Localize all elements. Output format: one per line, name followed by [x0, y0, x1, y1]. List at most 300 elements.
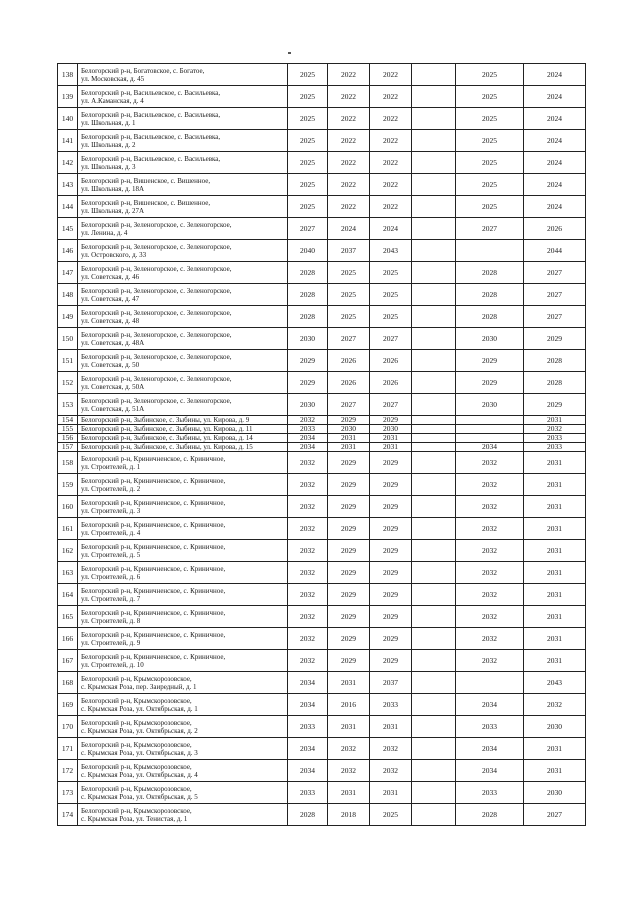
year-cell-y6: 2032 — [524, 425, 586, 434]
table-row — [58, 108, 586, 130]
address-cell — [78, 716, 288, 738]
address-line: ул. Советская, д. 46 — [81, 272, 140, 281]
year-cell-y6: 2030 — [524, 782, 586, 804]
table-row — [58, 306, 586, 328]
address-line: ул. Строителей, д. 2 — [81, 484, 141, 493]
address-cell — [78, 738, 288, 760]
year-cell-y1: 2034 — [288, 760, 328, 782]
year-cell-y6: 2031 — [524, 650, 586, 672]
table-row — [58, 650, 586, 672]
year-cell-y5 — [456, 416, 524, 425]
table-row — [58, 672, 586, 694]
year-cell-y3: 2032 — [370, 738, 412, 760]
year-cell-y4 — [412, 306, 456, 328]
address-line: ул. Строителей, д. 3 — [81, 506, 141, 515]
table-body — [58, 64, 586, 826]
year-cell-y3: 2029 — [370, 628, 412, 650]
address-line: Белогорский р-н, Крымскорозовское, — [81, 806, 192, 815]
year-cell-y3: 2022 — [370, 174, 412, 196]
year-cell-y5: 2025 — [456, 152, 524, 174]
table-row — [58, 372, 586, 394]
year-cell-y6: 2031 — [524, 474, 586, 496]
year-cell-y6: 2028 — [524, 350, 586, 372]
year-cell-y5: 2025 — [456, 196, 524, 218]
year-cell-y3: 2026 — [370, 372, 412, 394]
year-cell-y5 — [456, 672, 524, 694]
year-cell-y1: 2028 — [288, 262, 328, 284]
address-cell — [78, 86, 288, 108]
year-cell-y4 — [412, 218, 456, 240]
address-line: Белогорский р-н, Зеленогорское, с. Зеленогорское, — [81, 396, 232, 405]
address-line: Белогорский р-н, Крымскорозовское, — [81, 674, 192, 683]
row-number: 155 — [58, 425, 78, 434]
table-row — [58, 452, 586, 474]
address-line: с. Крымская Роза, пер. Заиредный, д. 1 — [81, 682, 197, 691]
row-number: 163 — [58, 562, 78, 584]
row-number: 174 — [58, 804, 78, 826]
year-cell-y3: 2025 — [370, 804, 412, 826]
table-row — [58, 394, 586, 416]
address-line: Белогорский р-н, Криничненское, с. Криничное, — [81, 586, 226, 595]
address-line: Белогорский р-н, Зеленогорское, с. Зеленогорское, — [81, 242, 232, 251]
year-cell-y3: 2032 — [370, 760, 412, 782]
year-cell-y3: 2031 — [370, 434, 412, 443]
year-cell-y3: 2031 — [370, 716, 412, 738]
year-cell-y3: 2029 — [370, 606, 412, 628]
year-cell-y5: 2030 — [456, 328, 524, 350]
year-cell-y3: 2022 — [370, 108, 412, 130]
row-number: 167 — [58, 650, 78, 672]
address-line: ул. Школьная, д. 27А — [81, 206, 145, 215]
table-row — [58, 434, 586, 443]
page-mark — [288, 52, 291, 54]
year-cell-y1: 2032 — [288, 562, 328, 584]
table-row — [58, 540, 586, 562]
address-cell — [78, 394, 288, 416]
year-cell-y6: 2031 — [524, 496, 586, 518]
year-cell-y3: 2022 — [370, 152, 412, 174]
year-cell-y1: 2032 — [288, 496, 328, 518]
year-cell-y5: 2025 — [456, 108, 524, 130]
year-cell-y1: 2032 — [288, 628, 328, 650]
table-row — [58, 64, 586, 86]
table-row — [58, 218, 586, 240]
address-cell — [78, 306, 288, 328]
year-cell-y2: 2031 — [328, 434, 370, 443]
year-cell-y2: 2029 — [328, 496, 370, 518]
year-cell-y5: 2034 — [456, 738, 524, 760]
year-cell-y3: 2031 — [370, 782, 412, 804]
year-cell-y3: 2022 — [370, 196, 412, 218]
year-cell-y4 — [412, 350, 456, 372]
address-line: с. Крымская Роза, ул. Октябрьская, д. 3 — [81, 748, 198, 757]
year-cell-y3: 2031 — [370, 443, 412, 452]
year-cell-y3: 2030 — [370, 425, 412, 434]
table-row — [58, 496, 586, 518]
row-number: 140 — [58, 108, 78, 130]
year-cell-y6: 2024 — [524, 86, 586, 108]
year-cell-y4 — [412, 606, 456, 628]
address-line: ул. Строителей, д. 9 — [81, 638, 141, 647]
year-cell-y2: 2029 — [328, 474, 370, 496]
year-cell-y4 — [412, 262, 456, 284]
address-cell — [78, 152, 288, 174]
table-row — [58, 760, 586, 782]
address-line: ул. Советская, д. 50А — [81, 382, 145, 391]
table-row — [58, 284, 586, 306]
address-line: Белогорский р-н, Зеленогорское, с. Зеленогорское, — [81, 264, 232, 273]
address-line: Белогорский р-н, Зеленогорское, с. Зеленогорское, — [81, 286, 232, 295]
address-line: ул. Строителей, д. 5 — [81, 550, 141, 559]
year-cell-y6: 2027 — [524, 284, 586, 306]
year-cell-y1: 2032 — [288, 474, 328, 496]
address-cell — [78, 518, 288, 540]
row-number: 173 — [58, 782, 78, 804]
year-cell-y3: 2043 — [370, 240, 412, 262]
year-cell-y6: 2024 — [524, 196, 586, 218]
year-cell-y1: 2032 — [288, 518, 328, 540]
address-cell — [78, 130, 288, 152]
address-line: Белогорский р-н, Зеленогорское, с. Зеленогорское, — [81, 330, 232, 339]
year-cell-y2: 2026 — [328, 372, 370, 394]
year-cell-y1: 2025 — [288, 108, 328, 130]
address-line: Белогорский р-н, Зеленогорское, с. Зеленогорское, — [81, 374, 232, 383]
address-cell — [78, 434, 288, 443]
address-line: Белогорский р-н, Зыбинское, с. Зыбины, ул. Кирова, д. 15 — [81, 443, 253, 451]
address-line: Белогорский р-н, Васильевское, с. Васильевка, — [81, 132, 221, 141]
address-line: ул. Советская, д. 48А — [81, 338, 145, 347]
row-number: 158 — [58, 452, 78, 474]
address-line: Белогорский р-н, Крымскорозовское, — [81, 696, 192, 705]
year-cell-y6: 2027 — [524, 262, 586, 284]
year-cell-y1: 2032 — [288, 584, 328, 606]
address-line: ул. Школьная, д. 18А — [81, 184, 145, 193]
year-cell-y5: 2029 — [456, 372, 524, 394]
year-cell-y3: 2037 — [370, 672, 412, 694]
year-cell-y5: 2032 — [456, 606, 524, 628]
address-line: Белогорский р-н, Зыбинское, с. Зыбины, ул. Кирова, д. 14 — [81, 434, 253, 442]
row-number: 142 — [58, 152, 78, 174]
year-cell-y3: 2025 — [370, 262, 412, 284]
year-cell-y3: 2024 — [370, 218, 412, 240]
table-row — [58, 86, 586, 108]
row-number: 160 — [58, 496, 78, 518]
year-cell-y4 — [412, 518, 456, 540]
year-cell-y5: 2028 — [456, 262, 524, 284]
year-cell-y1: 2025 — [288, 130, 328, 152]
year-cell-y4 — [412, 694, 456, 716]
address-cell — [78, 672, 288, 694]
address-line: с. Крымская Роза, ул. Тенистая, д. 1 — [81, 814, 188, 823]
year-cell-y4 — [412, 152, 456, 174]
address-line: с. Крымская Роза, ул. Октябрьская, д. 5 — [81, 792, 198, 801]
address-cell — [78, 240, 288, 262]
row-number: 146 — [58, 240, 78, 262]
address-cell — [78, 782, 288, 804]
year-cell-y1: 2027 — [288, 218, 328, 240]
year-cell-y2: 2022 — [328, 196, 370, 218]
year-cell-y6: 2031 — [524, 628, 586, 650]
year-cell-y3: 2022 — [370, 86, 412, 108]
address-line: Белогорский р-н, Васильевское, с. Васильевка, — [81, 154, 221, 163]
year-cell-y1: 2033 — [288, 782, 328, 804]
table-row — [58, 474, 586, 496]
address-cell — [78, 694, 288, 716]
address-cell — [78, 425, 288, 434]
table-row — [58, 130, 586, 152]
year-cell-y3: 2026 — [370, 350, 412, 372]
table-row — [58, 628, 586, 650]
year-cell-y5: 2034 — [456, 443, 524, 452]
row-number: 170 — [58, 716, 78, 738]
year-cell-y5: 2034 — [456, 694, 524, 716]
year-cell-y3: 2029 — [370, 496, 412, 518]
year-cell-y1: 2029 — [288, 372, 328, 394]
year-cell-y4 — [412, 425, 456, 434]
year-cell-y6: 2031 — [524, 540, 586, 562]
address-line: ул. Советская, д. 47 — [81, 294, 140, 303]
year-cell-y2: 2029 — [328, 562, 370, 584]
year-cell-y2: 2031 — [328, 672, 370, 694]
year-cell-y2: 2031 — [328, 782, 370, 804]
table-row — [58, 606, 586, 628]
row-number: 138 — [58, 64, 78, 86]
year-cell-y2: 2029 — [328, 518, 370, 540]
housing-register-table — [57, 63, 586, 826]
year-cell-y5: 2032 — [456, 452, 524, 474]
year-cell-y3: 2025 — [370, 284, 412, 306]
year-cell-y6: 2024 — [524, 64, 586, 86]
address-cell — [78, 496, 288, 518]
address-cell — [78, 584, 288, 606]
year-cell-y4 — [412, 738, 456, 760]
year-cell-y3: 2029 — [370, 518, 412, 540]
address-cell — [78, 540, 288, 562]
year-cell-y2: 2031 — [328, 443, 370, 452]
year-cell-y6: 2044 — [524, 240, 586, 262]
address-cell — [78, 284, 288, 306]
year-cell-y6: 2029 — [524, 394, 586, 416]
year-cell-y5: 2032 — [456, 496, 524, 518]
year-cell-y1: 2025 — [288, 86, 328, 108]
address-cell — [78, 262, 288, 284]
year-cell-y4 — [412, 196, 456, 218]
row-number: 144 — [58, 196, 78, 218]
year-cell-y3: 2029 — [370, 452, 412, 474]
row-number: 150 — [58, 328, 78, 350]
address-cell — [78, 416, 288, 425]
table-row — [58, 240, 586, 262]
year-cell-y4 — [412, 174, 456, 196]
address-line: Белогорский р-н, Зеленогорское, с. Зеленогорское, — [81, 308, 232, 317]
year-cell-y6: 2031 — [524, 416, 586, 425]
year-cell-y5: 2034 — [456, 760, 524, 782]
year-cell-y2: 2018 — [328, 804, 370, 826]
year-cell-y1: 2032 — [288, 540, 328, 562]
year-cell-y1: 2030 — [288, 394, 328, 416]
address-line: ул. Школьная, д. 3 — [81, 162, 136, 171]
year-cell-y5 — [456, 425, 524, 434]
year-cell-y5: 2025 — [456, 130, 524, 152]
year-cell-y5: 2025 — [456, 174, 524, 196]
address-line: Белогорский р-н, Крымскорозовское, — [81, 762, 192, 771]
year-cell-y1: 2028 — [288, 284, 328, 306]
year-cell-y6: 2031 — [524, 760, 586, 782]
row-number: 164 — [58, 584, 78, 606]
year-cell-y6: 2024 — [524, 130, 586, 152]
year-cell-y1: 2029 — [288, 350, 328, 372]
year-cell-y1: 2034 — [288, 434, 328, 443]
year-cell-y2: 2032 — [328, 738, 370, 760]
year-cell-y2: 2029 — [328, 452, 370, 474]
year-cell-y6: 2024 — [524, 152, 586, 174]
year-cell-y6: 2031 — [524, 452, 586, 474]
year-cell-y3: 2027 — [370, 394, 412, 416]
year-cell-y4 — [412, 284, 456, 306]
year-cell-y5: 2028 — [456, 804, 524, 826]
table-row — [58, 262, 586, 284]
year-cell-y6: 2033 — [524, 434, 586, 443]
row-number: 154 — [58, 416, 78, 425]
address-cell — [78, 174, 288, 196]
address-line: Белогорский р-н, Криничненское, с. Криничное, — [81, 520, 226, 529]
year-cell-y4 — [412, 716, 456, 738]
table-row — [58, 584, 586, 606]
year-cell-y1: 2025 — [288, 64, 328, 86]
address-line: Белогорский р-н, Зыбинское, с. Зыбины, ул. Кирова, д. 9 — [81, 416, 250, 424]
address-line: ул. Ленина, д. 4 — [81, 228, 128, 237]
year-cell-y1: 2034 — [288, 738, 328, 760]
address-line: Белогорский р-н, Крымскорозовское, — [81, 740, 192, 749]
year-cell-y2: 2029 — [328, 606, 370, 628]
year-cell-y4 — [412, 628, 456, 650]
year-cell-y6: 2029 — [524, 328, 586, 350]
year-cell-y2: 2025 — [328, 262, 370, 284]
row-number: 166 — [58, 628, 78, 650]
year-cell-y5: 2028 — [456, 284, 524, 306]
address-line: ул. Школьная, д. 2 — [81, 140, 136, 149]
row-number: 141 — [58, 130, 78, 152]
year-cell-y2: 2029 — [328, 540, 370, 562]
year-cell-y2: 2029 — [328, 416, 370, 425]
address-line: ул. Строителей, д. 1 — [81, 462, 141, 471]
year-cell-y6: 2031 — [524, 738, 586, 760]
row-number: 165 — [58, 606, 78, 628]
year-cell-y1: 2030 — [288, 328, 328, 350]
year-cell-y1: 2034 — [288, 694, 328, 716]
year-cell-y4 — [412, 443, 456, 452]
year-cell-y6: 2031 — [524, 584, 586, 606]
year-cell-y6: 2028 — [524, 372, 586, 394]
year-cell-y2: 2025 — [328, 306, 370, 328]
year-cell-y5: 2027 — [456, 218, 524, 240]
address-line: ул. Строителей, д. 7 — [81, 594, 141, 603]
year-cell-y3: 2029 — [370, 540, 412, 562]
year-cell-y1: 2034 — [288, 443, 328, 452]
table-row — [58, 782, 586, 804]
year-cell-y2: 2029 — [328, 584, 370, 606]
address-line: Белогорский р-н, Криничненское, с. Криничное, — [81, 476, 226, 485]
address-line: ул. Московская, д. 45 — [81, 74, 145, 83]
row-number: 171 — [58, 738, 78, 760]
address-line: ул. Советская, д. 50 — [81, 360, 140, 369]
address-cell — [78, 350, 288, 372]
address-line: Белогорский р-н, Богатовское, с. Богатое, — [81, 66, 205, 75]
address-line: Белогорский р-н, Васильевское, с. Васильевка, — [81, 110, 221, 119]
address-cell — [78, 760, 288, 782]
year-cell-y5 — [456, 434, 524, 443]
address-line: ул. Советская, д. 48 — [81, 316, 140, 325]
address-cell — [78, 372, 288, 394]
address-line: с. Крымская Роза, ул. Октябрьская, д. 1 — [81, 704, 198, 713]
address-cell — [78, 804, 288, 826]
table-row — [58, 425, 586, 434]
year-cell-y5 — [456, 240, 524, 262]
address-line: Белогорский р-н, Криничненское, с. Криничное, — [81, 630, 226, 639]
year-cell-y1: 2025 — [288, 152, 328, 174]
address-line: с. Крымская Роза, ул. Октябрьская, д. 2 — [81, 726, 198, 735]
year-cell-y1: 2032 — [288, 650, 328, 672]
year-cell-y1: 2032 — [288, 606, 328, 628]
year-cell-y1: 2033 — [288, 425, 328, 434]
address-line: ул. Советская, д. 51А — [81, 404, 145, 413]
address-line: Белогорский р-н, Криничненское, с. Криничное, — [81, 652, 226, 661]
year-cell-y2: 2024 — [328, 218, 370, 240]
row-number: 168 — [58, 672, 78, 694]
year-cell-y1: 2028 — [288, 804, 328, 826]
year-cell-y2: 2022 — [328, 86, 370, 108]
year-cell-y6: 2024 — [524, 174, 586, 196]
address-line: ул. Строителей, д. 4 — [81, 528, 141, 537]
year-cell-y2: 2022 — [328, 152, 370, 174]
address-cell — [78, 452, 288, 474]
year-cell-y6: 2030 — [524, 716, 586, 738]
year-cell-y6: 2027 — [524, 804, 586, 826]
row-number: 159 — [58, 474, 78, 496]
address-line: Белогорский р-н, Зыбинское, с. Зыбины, ул. Кирова, д. 11 — [81, 425, 253, 433]
address-line: Белогорский р-н, Криничненское, с. Криничное, — [81, 564, 226, 573]
address-line: Белогорский р-н, Зеленогорское, с. Зеленогорское, — [81, 220, 232, 229]
table-row — [58, 716, 586, 738]
address-line: с. Крымская Роза, ул. Октябрьская, д. 4 — [81, 770, 198, 779]
table-row — [58, 518, 586, 540]
year-cell-y1: 2034 — [288, 672, 328, 694]
year-cell-y5: 2032 — [456, 474, 524, 496]
year-cell-y1: 2033 — [288, 716, 328, 738]
year-cell-y3: 2027 — [370, 328, 412, 350]
address-line: Белогорский р-н, Криничненское, с. Криничное, — [81, 542, 226, 551]
address-cell — [78, 64, 288, 86]
row-number: 172 — [58, 760, 78, 782]
table-row — [58, 328, 586, 350]
year-cell-y4 — [412, 394, 456, 416]
year-cell-y2: 2027 — [328, 394, 370, 416]
year-cell-y2: 2016 — [328, 694, 370, 716]
address-line: ул. Островского, д. 33 — [81, 250, 147, 259]
address-line: Белогорский р-н, Зеленогорское, с. Зеленогорское, — [81, 352, 232, 361]
year-cell-y6: 2024 — [524, 108, 586, 130]
year-cell-y4 — [412, 328, 456, 350]
year-cell-y3: 2022 — [370, 64, 412, 86]
year-cell-y5: 2033 — [456, 716, 524, 738]
year-cell-y4 — [412, 804, 456, 826]
address-cell — [78, 328, 288, 350]
year-cell-y6: 2031 — [524, 606, 586, 628]
year-cell-y2: 2022 — [328, 64, 370, 86]
year-cell-y4 — [412, 760, 456, 782]
year-cell-y6: 2031 — [524, 518, 586, 540]
year-cell-y5: 2032 — [456, 628, 524, 650]
